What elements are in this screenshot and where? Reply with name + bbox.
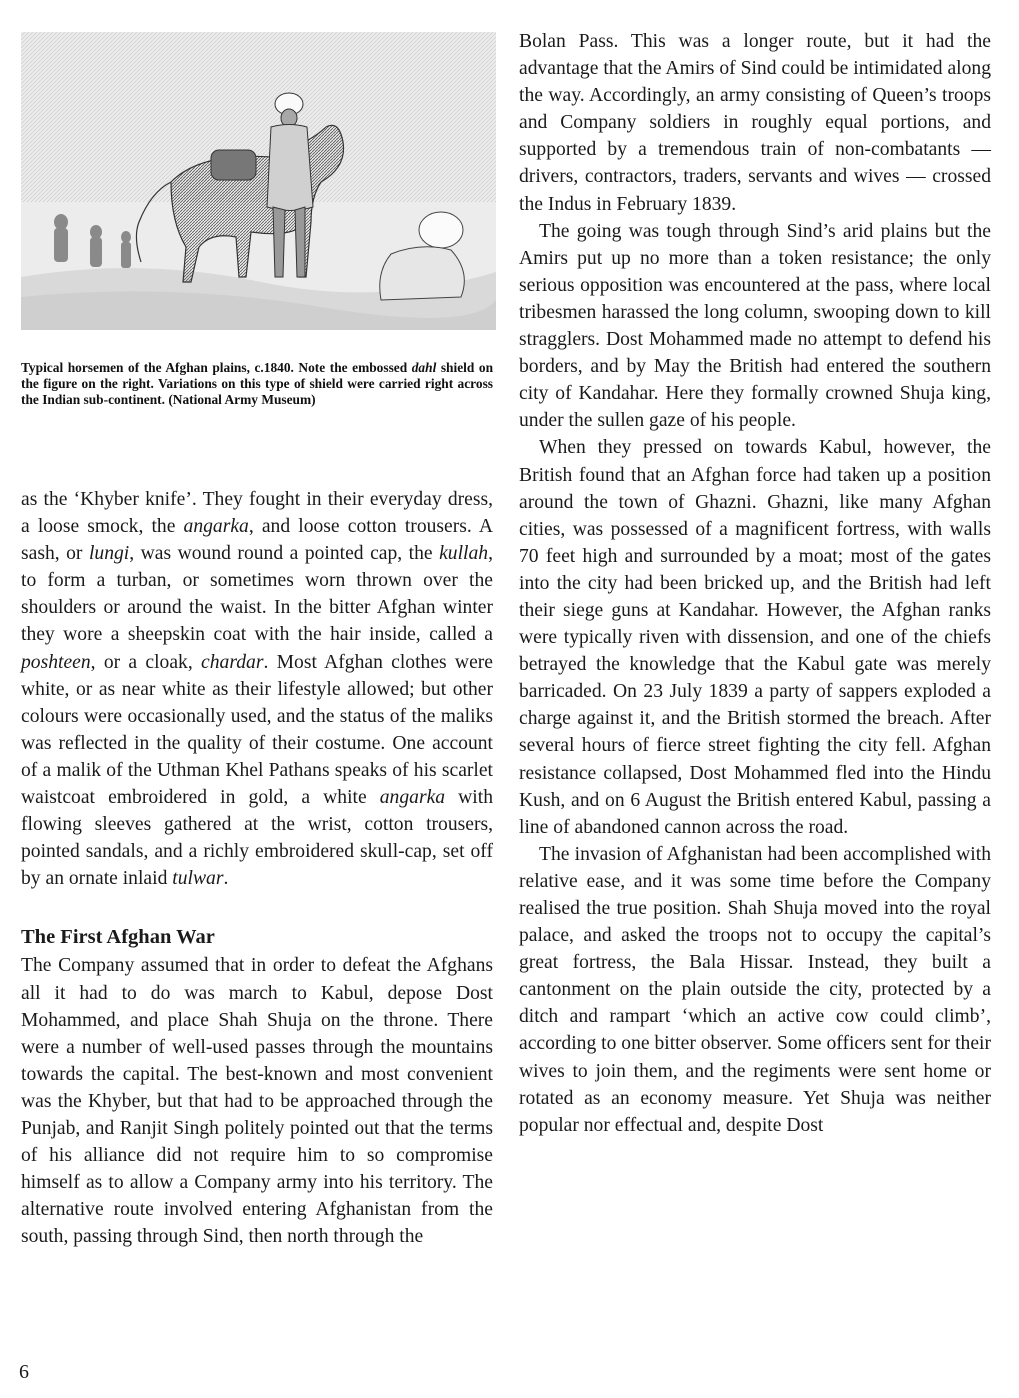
right-paragraph: The going was tough through Sind’s arid plains but the Amirs put up no more than a token resistance; the only serious opposition was encountered at the pass, where local tribesmen harassed the long column, swooping down to kill stragglers. Dost Mohammed made no attempt to defend his borders, and by May the British had entered the southern city of Kandahar. Here they formally crowned Shuja king, under the sullen gaze of his people.: [519, 220, 991, 432]
right-column: [519, 28, 991, 1139]
text-run: as the ‘Khyber knife’. They fought in their everyday dress, a loose smock, the: [21, 489, 493, 538]
italic-term: chardar: [201, 651, 264, 673]
right-paragraph: The invasion of Afghanistan had been accomplished with relative ease, and it was some time before the Company realised the true position. Shah Shuja moved into the royal palace, and asked the troops not to occupy the capital’s great fortress, the Bala Hissar. Instead, they built a cantonment on the plain outside the city, protected by a ditch and rampart ‘which an active cow could climb’, according to one bitter observer. Some officers sent for their wives to join them, and the regiments were sent home or rotated as an economy measure. Yet Shuja was neither popular nor effectual and, despite Dost: [519, 843, 991, 1136]
page-number: 6: [19, 1361, 29, 1383]
figure-caption: [21, 360, 493, 408]
caption-text-end: shield on the figure on the right. Variations on this type of shield were carried right across the Indian sub-continent. (National Army Museum): [21, 360, 494, 407]
italic-term: angarka: [379, 787, 446, 809]
text-run: with flowing sleeves gathered at the wrist, cotton trousers, pointed sandals, and a richly embroidered skull-cap, set off by an ornate inlaid: [21, 787, 493, 890]
text-run: , to form a turban, or sometimes worn thrown over the shoulders or around the waist. In the bitter Afghan winter they wore a sheepskin coat with the hair inside, called a: [21, 543, 493, 646]
caption-italic-term: dahl: [411, 360, 437, 375]
left-body: [21, 486, 493, 1250]
illustration-afghan-horsemen: [21, 32, 496, 330]
text-run: , was wound round a pointed cap, the: [129, 543, 440, 565]
right-paragraph: Bolan Pass. This was a longer route, but it had the advantage that the Amirs of Sind could be intimidated along the way. Accordingly, an army consisting of Queen’s troops and Company soldiers in roughly equal portions, and supported by a tremendous train of non-combatants — drivers, contractors, traders, servants and wives — crossed the Indus in February 1839.: [519, 31, 991, 215]
left-column: [21, 28, 494, 1248]
left-paragraph: The Company assumed that in order to defeat the Afghans all it had to do was march to Kabul, depose Dost Mohammed, and place Shah Shuja on the throne. There were a number of well-used passes through the mountains towards the capital. The best-known and most convenient was the Khyber, but that had to be approached through the Punjab, and Ranjit Singh politely pointed out that the terms of his alliance did not require him to so compromise himself as to allow a Company army into his territory. The alternative route involved entering Afghanistan from the south, passing through Sind, then north through the: [21, 955, 493, 1248]
section-heading: The First Afghan War: [21, 926, 215, 949]
italic-term: poshteen: [21, 651, 91, 673]
text-run: , and loose cotton trousers. A sash, or: [21, 516, 493, 565]
italic-term: kullah: [439, 543, 489, 565]
italic-term: tulwar: [172, 868, 224, 890]
italic-term: angarka: [183, 516, 249, 538]
engraving-image: [21, 32, 496, 330]
italic-term: lungi: [88, 543, 130, 565]
left-paragraph: [21, 486, 493, 892]
text-run: .: [223, 868, 229, 890]
caption-text: Typical horsemen of the Afghan plains, c.1840. Note the embossed: [21, 360, 412, 375]
text-run: . Most Afghan clothes were white, or as near white as their lifestyle allowed; but other colours were occasionally used, and the status of the maliks was reflected in the quality of their costume. One account of a malik of the Uthman Khel Pathans speaks of his scarlet waistcoat embroidered in gold, a white: [21, 651, 494, 809]
text-run: , or a cloak,: [90, 651, 202, 673]
right-paragraph: When they pressed on towards Kabul, however, the British found that an Afghan force had taken up a position around the town of Ghazni. Ghazni, like many Afghan cities, was possessed of a magnificent fortress, with walls 70 feet high and surrounded by a moat; most of the gates into the city had been bricked up, and the British had left their siege guns at Kandahar. However, the Afghan ranks were typically riven with dissension, and one of the chiefs betrayed the knowledge that the Kabul gate was merely barricaded. On 23 July 1839 a party of sappers exploded a charge against it, and the British stormed the breach. After several hours of fierce street fighting the city fell. Afghan resistance collapsed, Dost Mohammed fled into the Hindu Kush, and on 6 August the British entered Kabul, passing a line of abandoned cannon across the road.: [519, 437, 991, 838]
